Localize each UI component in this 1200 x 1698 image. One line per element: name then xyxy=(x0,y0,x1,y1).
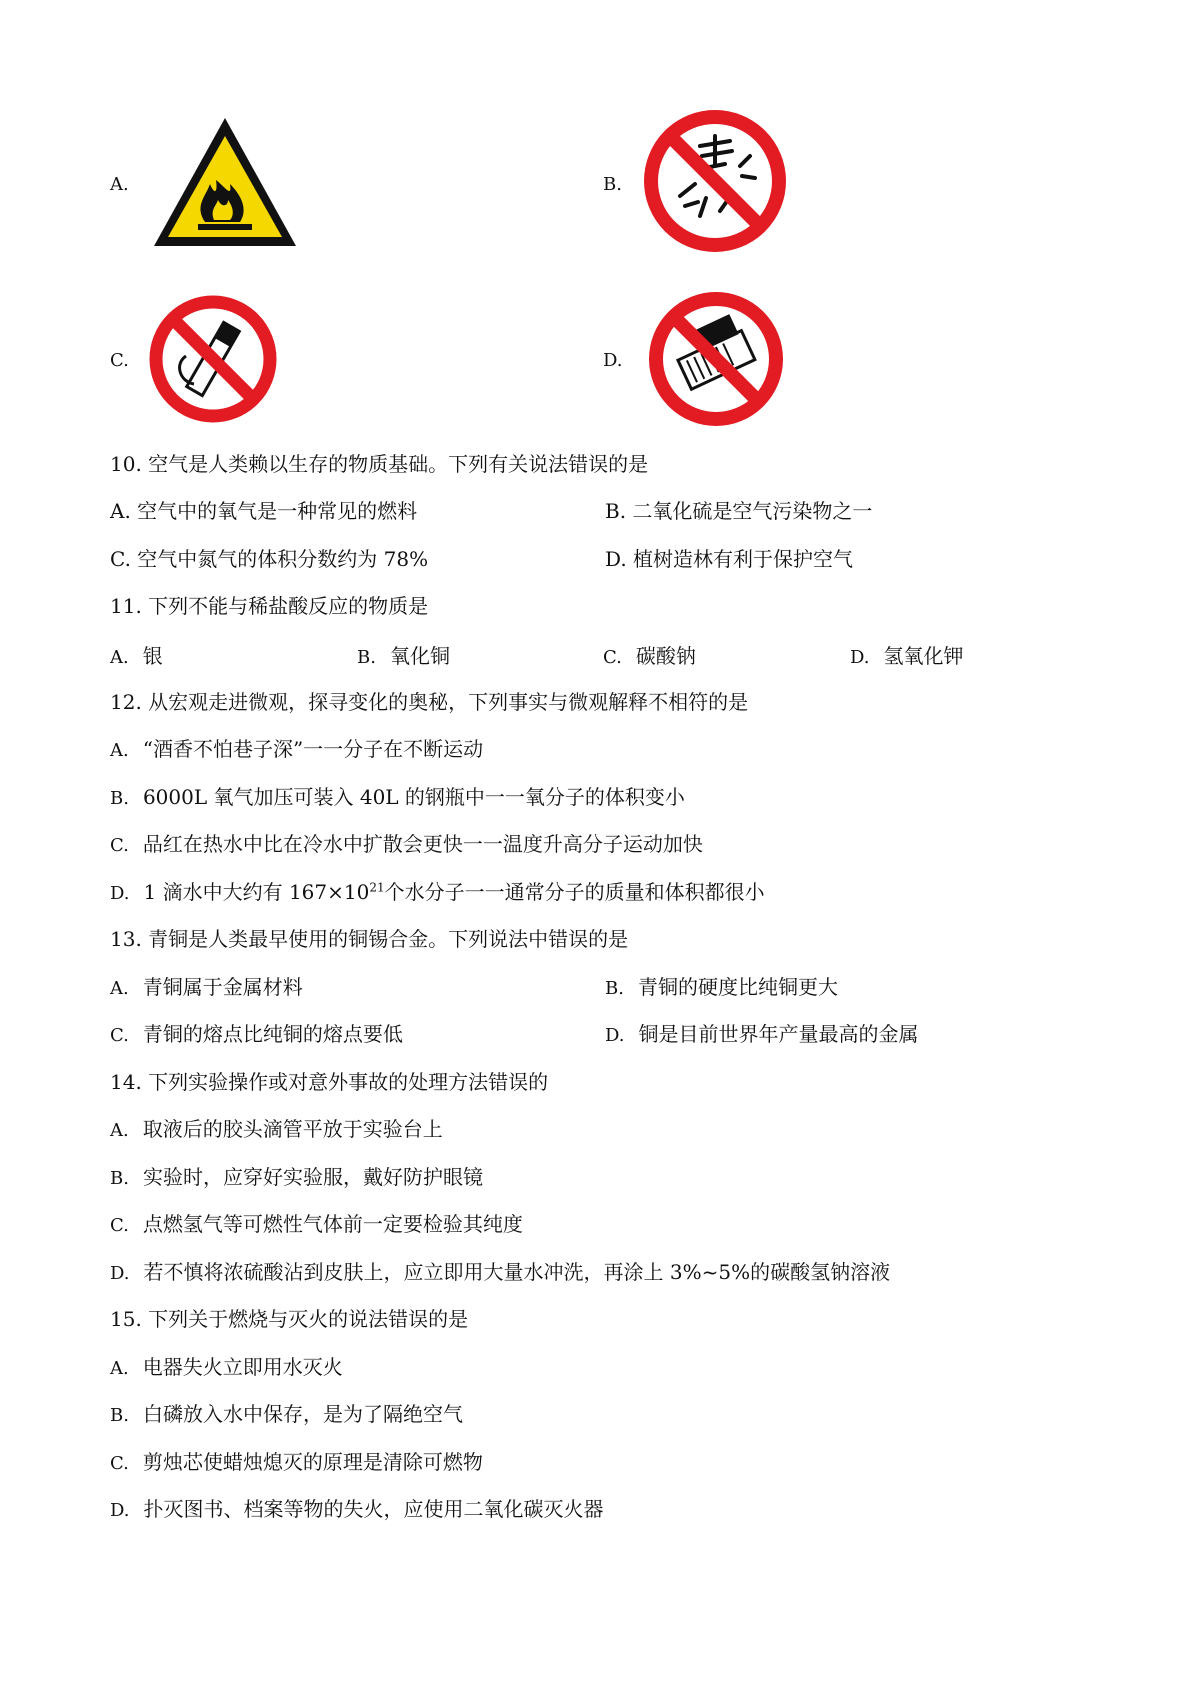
q10-option-b: B. 二氧化硫是空气污染物之一 xyxy=(605,499,873,523)
q10-option-c: C. 空气中氮气的体积分数约为 78% xyxy=(110,547,429,571)
q13-option-a: A. 青铜属于金属材料 xyxy=(110,975,303,999)
q14-stem: 14. 下列实验操作或对意外事故的处理方法错误的 xyxy=(110,1070,549,1094)
q10-stem: 10. 空气是人类赖以生存的物质基础。下列有关说法错误的是 xyxy=(110,452,649,476)
q10-option-a: A. 空气中的氧气是一种常见的燃料 xyxy=(110,499,418,523)
q13-stem: 13. 青铜是人类最早使用的铜锡合金。下列说法中错误的是 xyxy=(110,927,629,951)
q11-option-b: B. 氧化铜 xyxy=(357,644,450,668)
q15-stem: 15. 下列关于燃烧与灭火的说法错误的是 xyxy=(110,1307,469,1331)
q14-option-c: C. 点燃氢气等可燃性气体前一定要检验其纯度 xyxy=(110,1212,523,1236)
q13-option-c: C. 青铜的熔点比纯铜的熔点要低 xyxy=(110,1022,403,1046)
q12-stem: 12. 从宏观走进微观，探寻变化的奥秘，下列事实与微观解释不相符的是 xyxy=(110,690,749,714)
q14-option-b: B. 实验时，应穿好实验服，戴好防护眼镜 xyxy=(110,1165,483,1189)
q12-option-a: A. “酒香不怕巷子深”一一分子在不断运动 xyxy=(110,737,484,761)
q12-option-b: B. 6000L 氧气加压可装入 40L 的钢瓶中一一氧分子的体积变小 xyxy=(110,785,685,809)
option-d-label: D. xyxy=(603,350,623,371)
q15-option-d: D. 扑灭图书、档案等物的失火，应使用二氧化碳灭火器 xyxy=(110,1497,604,1521)
option-b-label: B. xyxy=(603,174,622,195)
no-fireworks-sign xyxy=(640,106,790,256)
q12-option-d: D. 1 滴水中大约有 $167\times 10^{21}$个水分子一一通常分子的质量和体积都很小 xyxy=(110,880,765,904)
q12-option-c: C. 品红在热水中比在冷水中扩散会更快一一温度升高分子运动加快 xyxy=(110,832,703,856)
q11-option-a: A. 银 xyxy=(110,644,163,668)
option-c-label: C. xyxy=(110,350,129,371)
q15-option-b: B. 白磷放入水中保存，是为了隔绝空气 xyxy=(110,1402,463,1426)
q15-option-a: A. 电器失火立即用水灭火 xyxy=(110,1355,343,1379)
q14-option-d: D. 若不慎将浓硫酸沾到皮肤上，应立即用大量水冲洗，再涂上 3%~5%的碳酸氢钠溶液 xyxy=(110,1260,891,1284)
option-a-label: A. xyxy=(110,174,129,195)
q10-option-d: D. 植树造林有利于保护空气 xyxy=(605,547,854,571)
q13-option-b: B. 青铜的硬度比纯铜更大 xyxy=(605,975,838,999)
q11-stem: 11. 下列不能与稀盐酸反应的物质是 xyxy=(110,594,429,618)
q15-option-c: C. 剪烛芯使蜡烛熄灭的原理是清除可燃物 xyxy=(110,1450,483,1474)
flammable-warning-sign xyxy=(150,114,300,250)
no-matches-sign xyxy=(645,288,787,430)
q11-option-d: D. 氢氧化钾 xyxy=(850,644,964,668)
no-smoking-sign xyxy=(146,292,280,426)
q11-option-c: C. 碳酸钠 xyxy=(603,644,696,668)
q13-option-d: D. 铜是目前世界年产量最高的金属 xyxy=(605,1022,919,1046)
q14-option-a: A. 取液后的胶头滴管平放于实验台上 xyxy=(110,1117,443,1141)
